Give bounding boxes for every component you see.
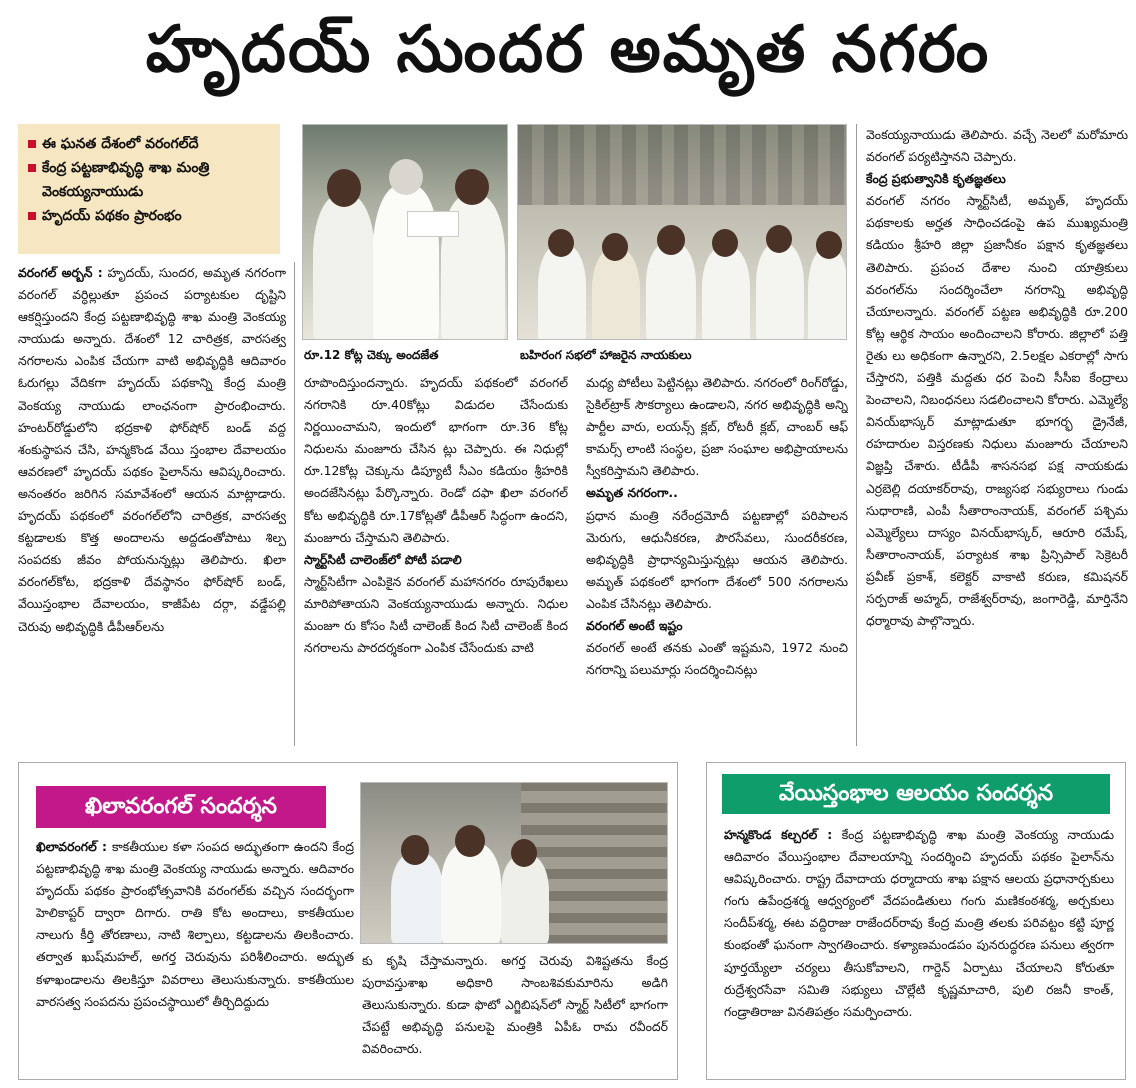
thousand-pillar-dateline: హన్మకొండ కల్చరల్‌ : xyxy=(724,827,833,842)
article-subheading: అమృత నగరంగా.. xyxy=(586,485,678,501)
article-text: కు కృషి చేస్తామన్నారు. అగర్త చెరువు విశిష్టతను కేంద్ర పురావస్తుశాఖ అధికారి సాంబశివకుమారిను అడిగి తెలుసుకున్నారు. కుడా ఫొటో ఎగ్జిబిషన్‌లో స్మార్ట్‌ సిటీలో భాగంగా చేపట్టే అభివృద్ధి పనులపై మంత్రికి ఏపీఓ రామ రవీందర్‌ వివరించారు. xyxy=(362,953,668,1057)
article-text: రూపొందిస్తుందన్నారు. హృదయ్‌ పథకంలో వరంగల్‌ నగరానికి రూ.40కోట్లు విడుదల చేసేందుకు నిర్ణయించామని, ఇందులో భాగంగా రూ.36 కోట్ల నిధులను మంజూరు చేసిన ట్లు చెప్పారు. ఈ నిధుల్లో రూ.12కోట్ల చెక్కును డిప్యూటీ సీఎం కడియం శ్రీహరికి అందజేసినట్లు పేర్కొన్నారు. రెండో దఫా ఖిలా వరంగల్‌ కోట అభివృద్ధికి రూ.17కోట్లతో డీపీఆర్‌ సిద్ధంగా ఉందని, మంజూరు చేస్తామని తెలిపారు. xyxy=(304,375,568,545)
highlight-item: ఈ ఘనత దేశంలో వరంగల్‌దే xyxy=(26,132,272,156)
page-headline: హృదయ్‌ సుందర అమృత నగరం xyxy=(145,13,991,87)
highlight-item: కేంద్ర పట్టణాభివృద్ధి శాఖ మంత్రి వెంకయ్యనాయుడు xyxy=(26,156,272,204)
article-text: వరంగల్‌ అంటే తనకు ఎంతో ఇష్టమని, 1972 నుంచి నగరాన్ని పలుమార్లు సందర్శించినట్లు xyxy=(586,640,848,678)
photo2-caption: బహిరంగ సభలో హాజరైన నాయకులు xyxy=(520,348,692,362)
thousand-pillar-text xyxy=(724,824,1114,1072)
article-text: వరంగల్‌ నగరం స్మార్ట్‌సిటీ, అమృత్‌, హృదయ్‌ పథకాలకు అర్హత సాధించడంపై ఉప ముఖ్యమంత్రి కడియం శ్రీహరి జిల్లా ప్రజానీకం పక్షాన కృతజ్ఞతలు తెలిపారు. ప్రపంచ దేశాల నుంచి యాత్రికులు వరంగల్‌ను సందర్శించేలా నగరాన్ని అభివృద్ధి చేయాలన్నారు. వరంగల్‌ పట్టణ అభివృద్ధికి రూ.200 కోట్ల ఆర్థిక సాయం అందించాలని కోరారు. జిల్లాలో పత్తి రైతు లు అధికంగా ఉన్నారని, 2.5లక్షల ఎకరాల్లో సాగు చేస్తారని, పత్తికి మద్దతు ధర పెంచి సీసీఐ కేంద్రాలు పెంచాలని, నిబంధనలు సడలించాలని కోరారు. ఎమ్మెల్యే వినయ్‌భాస్కర్‌ మాట్లాడుతూ భూగర్భ డ్రైనేజీ, రహదారుల విస్తరణకు నిధులు మంజూరు చేయాలని విజ్ఞప్తి చేశారు. టీడీపీ శాసనసభ పక్ష నాయకుడు ఎర్రబెల్లి దయాకర్‌రావు, రాజ్యసభ సభ్యురాలు గుండు సుధారాణి, ఎంపీ సీతారాంనాయక్‌, వరంగల్‌ పశ్చిమ ఎమ్మెల్యేలు దాస్యం వినయ్‌భాస్కర్‌, ఆరూరి రమేష్‌, సీతారాంనాయక్‌, పర్యాటక శాఖ ప్రిన్సిపాల్‌ సెక్రెటరీ ప్రవీణ్‌ ప్రకాశ్‌, కలెక్టర్‌ వాకాటి కరుణ, కమిషనర్‌ సర్పరాజ్‌ అహ్మద్‌, రాజేశ్వర్‌రావు, జంగారెడ్డి, మార్తినేని ధర్మారావు పాల్గొన్నారు. xyxy=(866,193,1128,629)
thousand-pillar-tag: వేయిస్తంభాల ఆలయం సందర్శన xyxy=(722,774,1110,814)
highlight-item: హృదయ్‌ పథకం ప్రారంభం xyxy=(26,204,272,228)
article-column-2 xyxy=(304,372,568,746)
column-divider xyxy=(294,262,295,746)
photo-cheque-handover xyxy=(302,124,508,340)
article-text: మధ్య పోటీలు పెట్టినట్లు తెలిపారు. నగరంలో రింగ్‌రోడ్డు, సైకిల్‌ట్రాక్‌ సౌకర్యాలు ఉండాలని, నగర అభివృద్ధికి అన్ని పార్టీల వారు, లయన్స్‌ క్లబ్‌, రోటరీ క్లబ్‌, చాంబర్‌ ఆఫ్‌ కామర్స్‌ లాంటి సంస్థల, ప్రజా సంఘాల అభిప్రాయాలను స్వీకరిస్తామని తెలిపారు. xyxy=(586,375,848,479)
article-text: స్మార్ట్‌సిటీగా ఎంపికైన వరంగల్‌ మహానగరం రూపురేఖలు మారిపోతాయని వెంకయ్యనాయుడు అన్నారు. నిధుల మంజూ రు కోసం సిటీ చాలెంజ్‌ కింద సిటీ చాలెంజ్‌ కింద నగరాలను పారదర్శకంగా ఎంపిక చేసేందుకు వాటి xyxy=(304,573,568,656)
article-text: వెంకయ్యనాయుడు తెలిపారు. వచ్చే నెలలో మరోమారు వరంగల్‌ పర్యటిస్తానని చెప్పారు. xyxy=(866,127,1128,165)
article-column-3 xyxy=(586,372,848,746)
photo-fort-visit xyxy=(360,782,668,944)
khila-warangal-text-2 xyxy=(362,950,668,1072)
article-text: ప్రధాన మంత్రి నరేంద్రమోదీ పట్టణాల్లో పరిపాలన మెరుగు, ఆధునీకరణ, పౌరసేవలు, సుందరీకరణ, అభివృద్ధికి ప్రాధాన్యమిస్తున్నట్లు ఆయన తెలిపారు. అమృత్‌ పథకంలో భాగంగా దేశంలో 500 నగరాలను ఎంపిక చేసినట్లు తెలిపారు. xyxy=(586,507,848,611)
article-subheading: వరంగల్‌ అంటే ఇష్టం xyxy=(586,618,683,634)
photo-public-meeting xyxy=(517,124,847,340)
article-dateline: వరంగల్‌ అర్బన్‌ : xyxy=(18,265,103,280)
khila-warangal-dateline: ఖిలావరంగల్‌ : xyxy=(36,839,108,854)
photo1-caption: రూ.12 కోట్ల చెక్కు అందజేత xyxy=(304,348,439,362)
column-divider xyxy=(856,124,857,746)
article-subheading: స్మార్ట్‌సిటీ చాలెంజ్‌లో పోటీ పడాలి xyxy=(304,551,462,567)
article-text: కేంద్ర పట్టణాభివృద్ధి శాఖ మంత్రి వెంకయ్య నాయుడు ఆదివారం వేయిస్తంభాల దేవాలయాన్ని సందర్శించి హృదయ్‌ పథకం పైలాన్‌ను ఆవిష్కరించారు. రాష్ట్ర దేవాదాయ ధర్మాదాయ శాఖ పక్షాన ఆలయ ప్రధానార్చకులు గంగు ఉపేంద్రశర్మ ఆధ్వర్యంలో వేదపండితులు గంగు మణికంఠశర్మ, అర్చకులు సందీప్‌శర్మ, ఈట వద్దిరాజు రాజేందర్‌రావు కేంద్ర మంత్రి తలకు పరివట్టం కట్టి పూర్ణ కుంభంతో ఘనంగా స్వాగతించారు. కళ్యాణమండపం పునరుద్ధరణ పనులు త్వరగా పూర్తయ్యేలా చర్యలు తీసుకోవాలని, గార్డెన్‌ ఏర్పాటు చేయాలని కోరుతూ రుద్రేశ్వరసేవా సమితి సభ్యులు చొల్లేటి కృష్ణమాచారి, పులి రజనీ కాంత్‌, గండ్రాతిరాజు వినతిపత్రం సమర్పించారు. xyxy=(724,827,1114,1019)
highlights-box xyxy=(18,124,280,254)
article-text: హృదయ్‌, సుందర, అమృత నగరంగా వరంగల్‌ వర్ధిల్లుతూ ప్రపంచ పర్యాటకుల దృష్టిని ఆకర్షిస్తుందని కేంద్ర పట్టణాభివృద్ధి శాఖ మంత్రి వెంకయ్య నాయుడు అన్నారు. దేశంలో 12 చారిత్రక, వారసత్వ నగరాలను ఎంపిక చేయగా వాటి అభివృద్ధికి ఆదివారం ఓరుగల్లు వేదికగా హృదయ్‌ పథకాన్ని కేంద్ర మంత్రి వెంకయ్య నాయుడు లాంఛనంగా ప్రారంభించారు. హంటర్‌రోడ్డులోని భద్రకాళి ఫోర్‌షోర్‌ బండ్‌ వద్ద శంకుస్థాపన చేసి, హన్మకొండ వేయి స్తంభాల దేవాలయం ఆవరణలో హృదయ్‌ పథకం పైలాన్‌ను ఆవిష్కరించారు. అనంతరం జరిగిన సమావేశంలో ఆయన మాట్లాడారు. హృదయ్‌ పథకంలో వరంగల్‌లోని చారిత్రక, వారసత్వ కట్టడాలకు కొత్త అందాలను అద్దడంతోపాటు శిల్ప సంపదకు జీవం పోయనున్నట్లు తెలిపారు. ఖిలా వరంగల్‌కోట, భద్రకాళి దేవస్థానం ఫోర్‌షోర్‌ బండ్‌, వేయిస్తంభాల దేవాలయం, కాజీపేట దర్గా, వడ్డేపల్లి చెరువు అభివృద్ధికి డీపీఆర్‌లను xyxy=(18,265,286,634)
khila-warangal-text-1 xyxy=(36,836,354,1072)
khila-warangal-tag: ఖిలావరంగల్‌ సందర్శన xyxy=(36,786,326,828)
article-subheading: కేంద్ర ప్రభుత్వానికి కృతజ్ఞతలు xyxy=(866,171,1006,187)
article-column-4 xyxy=(866,124,1128,746)
article-column-1 xyxy=(18,262,286,746)
article-text: కాకతీయుల కళా సంపద అద్భుతంగా ఉందని కేంద్ర పట్టణాభివృద్ధి శాఖ మంత్రి వెంకయ్య నాయుడు అన్నారు. ఆదివారం హృదయ్‌ పథకం ప్రారంభోత్సవానికి వరంగల్‌కు వచ్చిన సందర్భంగా హెలికాప్టర్‌ ద్వారా దిగారు. రాతి కోట అందాలు, కాకతీయుల నాలుగు కీర్తి తోరణాలు, నాటి శిల్పాలు, కట్టడాలను తిలకించారు. తర్వాత ఖుష్‌మహల్‌, అగర్త చెరువును పరిశీలించారు. అద్భుత కళాఖండాలను తిలకిస్తూ వివరాలు తెలుసుకున్నారు. కాకతీయుల వారసత్వ సంపదను ప్రపంచస్థాయిలో తీర్చిదిద్దుదు xyxy=(36,839,354,1009)
